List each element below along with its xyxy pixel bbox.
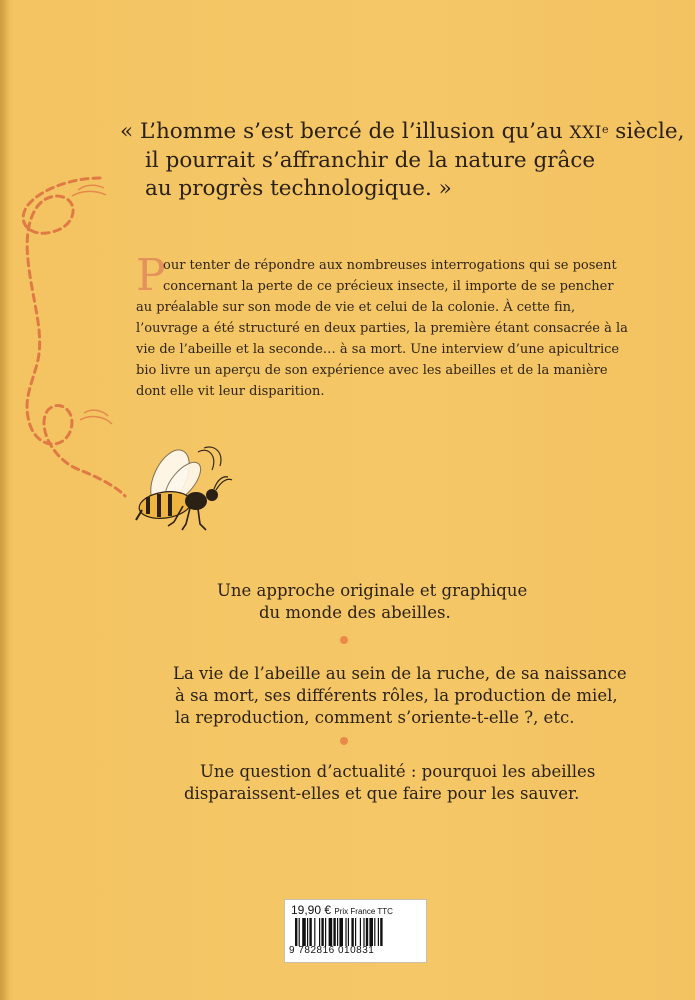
quote-line-2: il pourrait s’affranchir de la nature grâce: [145, 148, 596, 173]
barcode-bar: [337, 918, 338, 946]
quote-century: XXI: [569, 123, 602, 143]
bullet-dot: [340, 737, 348, 745]
summary-line: our tenter de répondre aux nombreuses interrogations qui se posent: [163, 258, 617, 273]
barcode-bar: [325, 918, 326, 946]
barcode-bar: [369, 918, 373, 946]
barcode-bar: [380, 918, 382, 946]
barcode-bar: [314, 918, 315, 946]
barcode-bar: [348, 918, 349, 946]
barcode-bar: [378, 918, 379, 946]
barcode-bar: [363, 918, 364, 946]
barcode-bar: [339, 918, 343, 946]
feature-item: Une question d’actualité : pourquoi les abeilles disparaissent-elles et que faire pour les sauver.: [184, 762, 596, 803]
barcode-bar: [299, 918, 300, 946]
summary-paragraph: [136, 250, 628, 402]
summary-line: au préalable sur son mode de vie et celui de la colonie. À cette fin,: [136, 300, 576, 315]
summary-line: l’ouvrage a été structuré en deux parties, la première étant consacrée à la: [136, 321, 628, 336]
barcode-bar: [355, 918, 356, 946]
barcode: [295, 918, 417, 946]
barcode-bar: [366, 918, 368, 946]
feature-item: Une approche originale et graphique du monde des abeilles.: [217, 581, 528, 622]
barcode-bar: [295, 918, 297, 946]
price: 19,90 € Prix France TTC: [291, 903, 393, 917]
summary-line: dont elle vit leur disparition.: [136, 384, 325, 399]
barcode-bar: [321, 918, 323, 946]
summary-line: concernant la perte de ce précieux insecte, il importe de se pencher: [163, 279, 614, 294]
barcode-bar: [319, 918, 320, 946]
barcode-bar: [345, 918, 346, 946]
barcode-bar: [302, 918, 306, 946]
barcode-bar: [374, 918, 375, 946]
bullet-dot: [340, 636, 348, 644]
barcode-label: [284, 899, 427, 963]
quote-line-3: au progrès technologique. »: [145, 176, 452, 201]
barcode-bar: [351, 918, 353, 946]
feature-item: La vie de l’abeille au sein de la ruche, de sa naissance à sa mort, ses différents rôles, la production de miel, la reproduction, comment s’oriente-t-elle ?, etc.: [173, 664, 627, 727]
isbn-number: 9 782816 010831: [289, 945, 375, 956]
barcode-bar: [309, 918, 311, 946]
barcode-bar: [329, 918, 333, 946]
barcode-bar: [307, 918, 308, 946]
summary-line: vie de l’abeille et la seconde… à sa mort. Une interview d’une apicultrice: [136, 342, 620, 357]
drop-cap: P: [136, 250, 166, 301]
cover-quote: [120, 118, 685, 203]
quote-line-1: « L’homme s’est bercé de l’illusion qu’au XXIe siècle,: [120, 119, 685, 144]
summary-line: bio livre un aperçu de son expérience avec les abeilles et de la manière: [136, 363, 608, 378]
barcode-bar: [333, 918, 335, 946]
barcode-bar: [360, 918, 361, 946]
